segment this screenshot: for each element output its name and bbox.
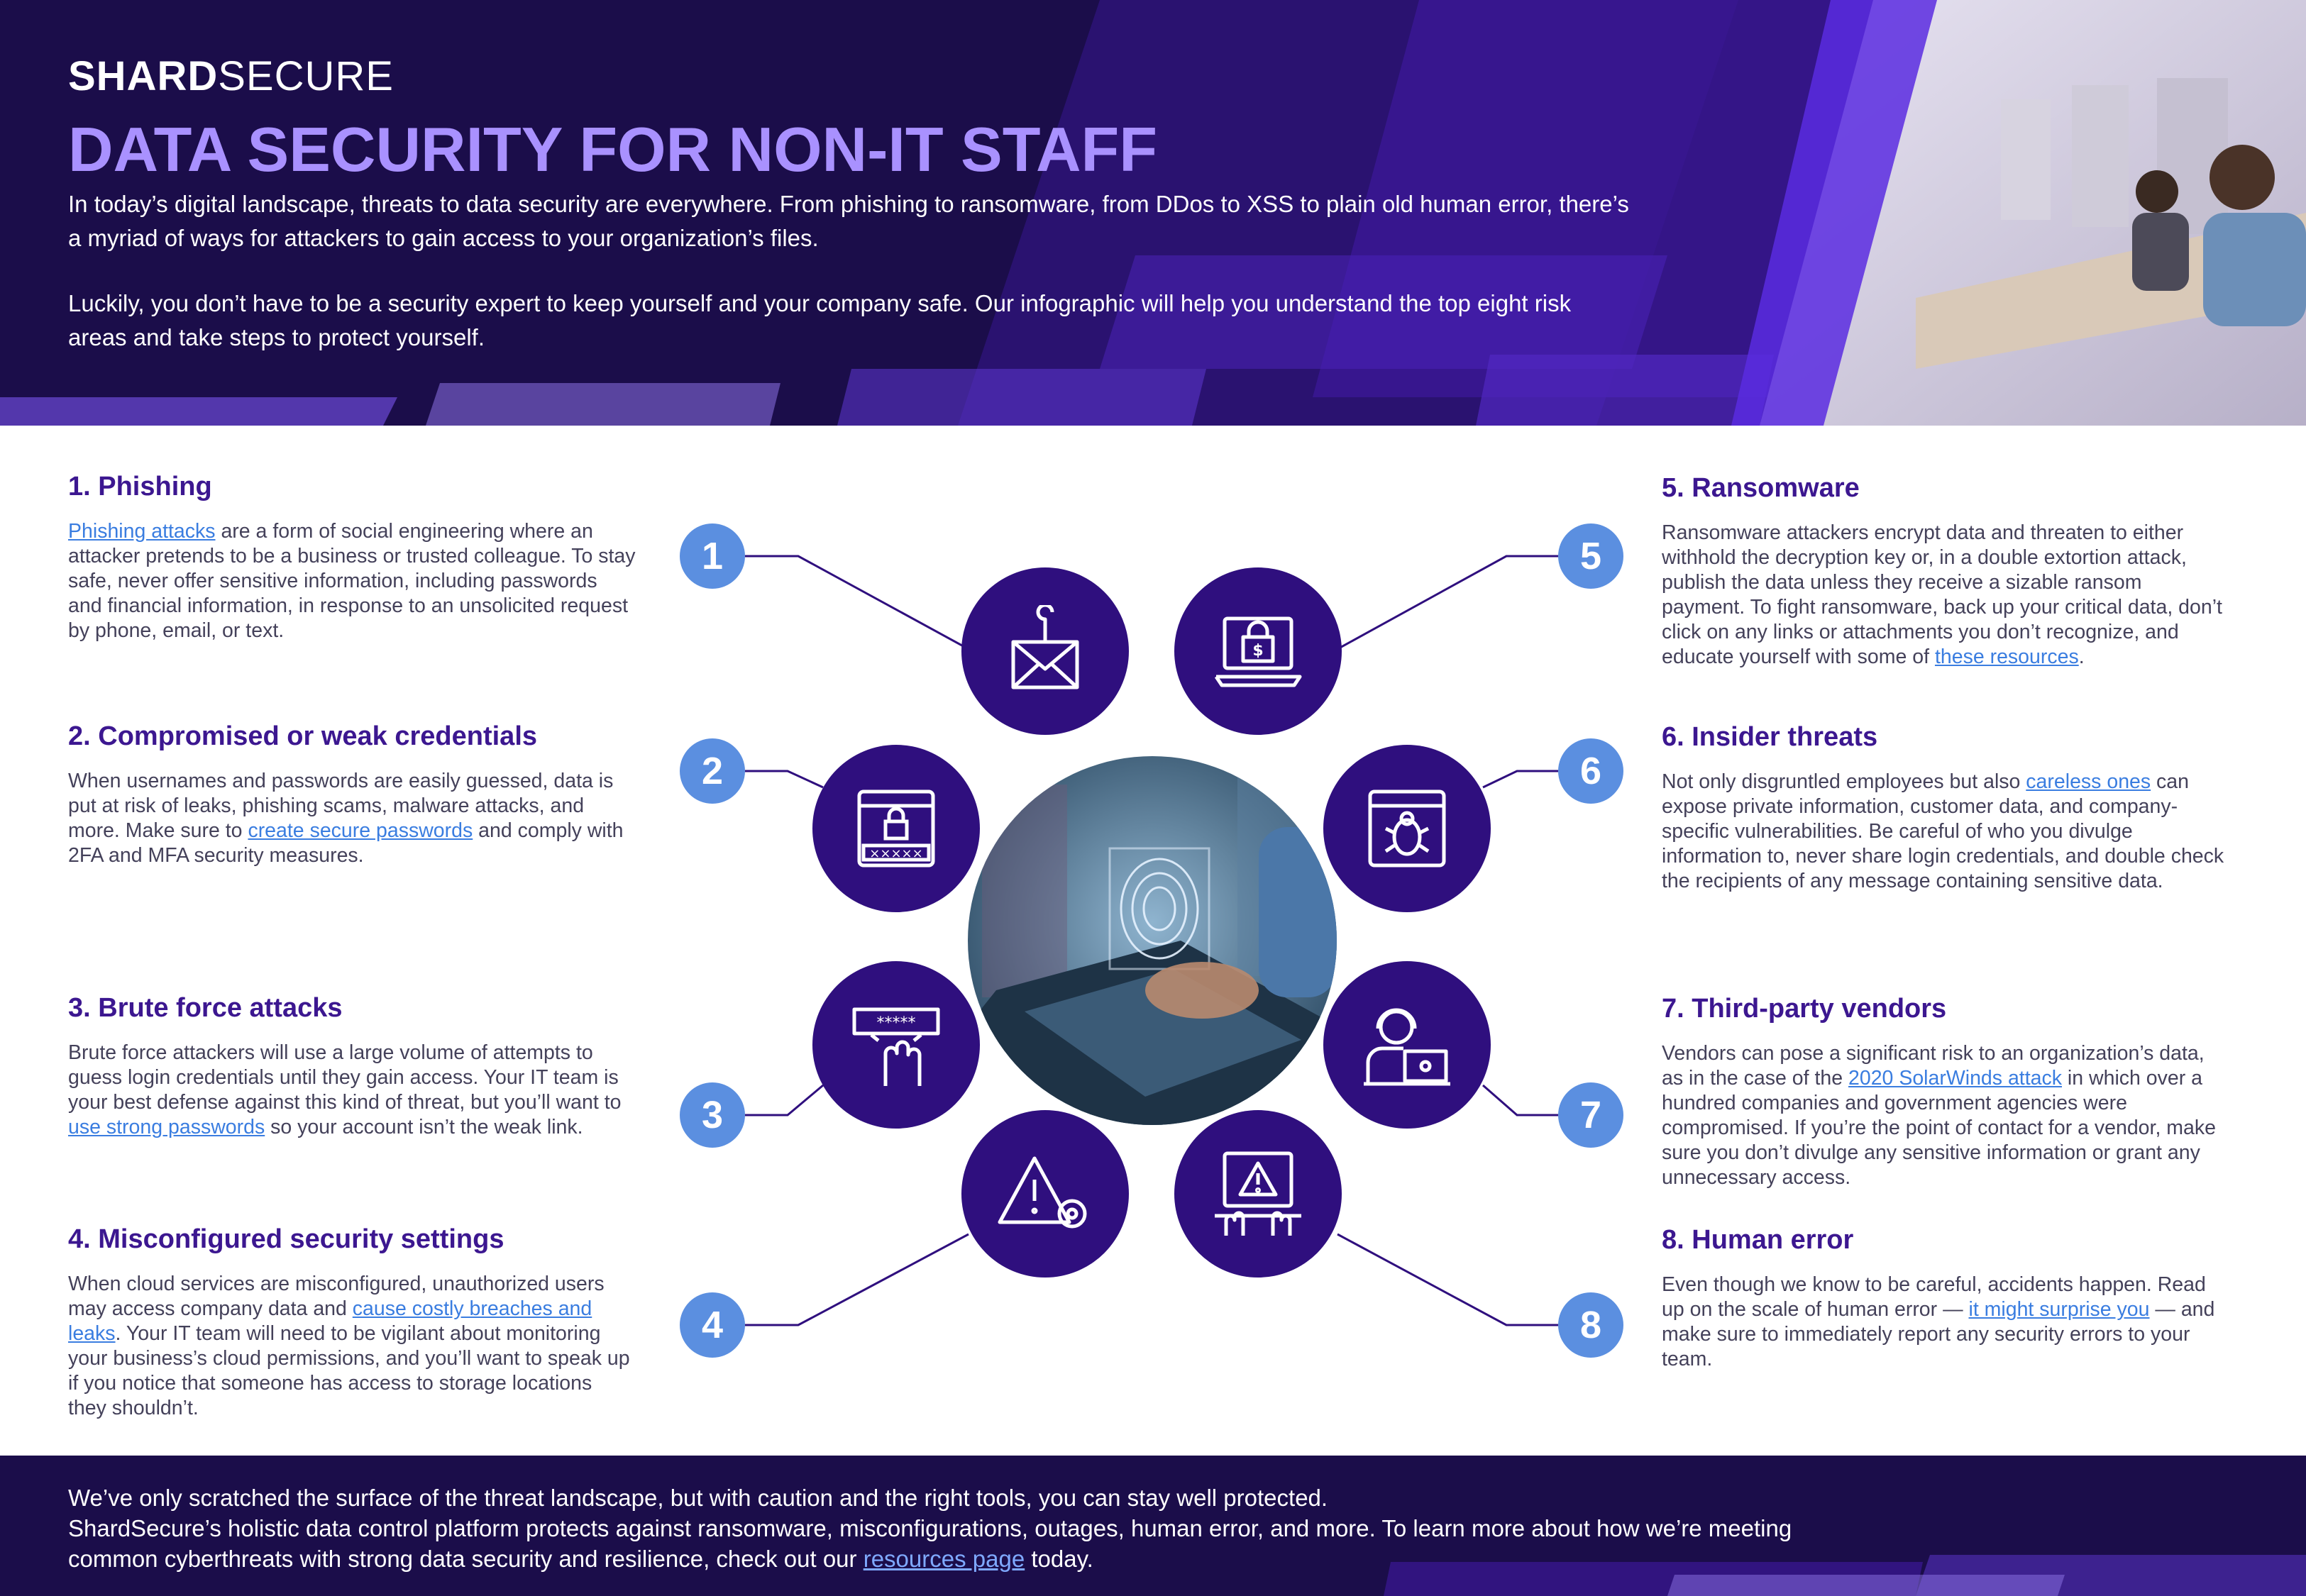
risk-description: Not only disgruntled employees but also careless ones can expose private information, customer data, and company-specific vulnerabilities. Be careful of who you divulge information to, never share login credentials, and double check the recipients of any message containing sensitive data. — [1662, 770, 2224, 892]
risk-description: Even though we know to be careful, accidents happen. Read up on the scale of human error — it might surprise you — and make sure to immediately report any security errors to your team. — [1662, 1273, 2215, 1370]
risk-heading: 7. Third-party vendors — [1662, 994, 1947, 1024]
create-secure-passwords-link[interactable]: create secure passwords — [248, 819, 473, 842]
ransomware-circle — [1174, 567, 1342, 735]
office-workers-photo — [1703, 0, 2306, 426]
svg-text:*****: ***** — [876, 1014, 916, 1032]
risk-description: When cloud services are misconfigured, unauthorized users may access company data and cause costly breaches and leaks. Your IT team will need to be vigilant about monitoring your business’s cloud permissions, and you’ll want to speak up if you notice that someone has access to storage locations they shouldn’t. — [68, 1273, 630, 1419]
risk-heading: 8. Human error — [1662, 1225, 1854, 1255]
risk-description: Brute force attackers will use a large volume of attempts to guess login credentials until they gain access. Your IT team is your best defense against this kind of threat, but you’ll want to use strong passwords so your account isn’t the weak link. — [68, 1041, 622, 1138]
intro-paragraph-1: In today’s digital landscape, threats to data security are everywhere. From phishing to ransomware, from DDos to XSS to plain old human error, there’s a myriad of ways for attackers to gain access to your organization’s files. — [68, 191, 1629, 251]
step-number-3: 3 — [680, 1082, 745, 1148]
risk-item-phishing — [68, 472, 636, 643]
step-number-2: 2 — [680, 738, 745, 804]
step-number-7: 7 — [1558, 1082, 1623, 1148]
resources-page-link[interactable]: resources page — [863, 1546, 1025, 1572]
page-title: DATA SECURITY FOR NON-IT STAFF — [68, 114, 1158, 184]
risk-heading: 1. Phishing — [68, 472, 212, 501]
ransomware-laptop-lock-icon — [1212, 609, 1304, 694]
brute-force-password-hand-icon — [850, 1002, 942, 1087]
might-surprise-you-link[interactable]: it might surprise you — [1968, 1298, 2150, 1321]
risk-item-human-error — [1662, 1225, 2229, 1372]
risk-heading: 3. Brute force attacks — [68, 993, 343, 1023]
phishing-attacks-link[interactable]: Phishing attacks — [68, 520, 216, 543]
footer-banner — [0, 1456, 2306, 1596]
svg-text:×××××: ××××× — [869, 846, 923, 861]
risk-item-vendors — [1662, 994, 2229, 1190]
risk-description: Ransomware attackers encrypt data and threaten to either withhold the decryption key or, in a double extortion attack, publish the data unless they receive a sizable ransom payment. To fight ransomware, back up your critical data, don’t click on any links or attachments you don’t recognize, and educate yourself with some of these resources. — [1662, 521, 2222, 668]
intro-paragraph-2: Luckily, you don’t have to be a security expert to keep yourself and your company safe. Our infographic will help you understand the top eight risk areas and take steps to protect yourself. — [68, 290, 1572, 350]
risk-description: Phishing attacks are a form of social engineering where an attacker pretends to be a business or trusted colleague. To stay safe, never offer sensitive information, including passwords and financial information, in response to an unsolicited request by phone, email, or text. — [68, 520, 636, 642]
risk-heading: 6. Insider threats — [1662, 722, 1878, 752]
step-number-5: 5 — [1558, 523, 1623, 589]
risk-heading: 5. Ransomware — [1662, 473, 1860, 503]
risk-item-credentials — [68, 721, 636, 868]
step-number-1: 1 — [680, 523, 745, 589]
step-number-8: 8 — [1558, 1292, 1623, 1358]
risk-item-brute-force — [68, 993, 636, 1140]
credentials-circle — [812, 745, 980, 912]
footer-line-1: We’ve only scratched the surface of the threat landscape, but with caution and the right tools, you can stay well protected. — [68, 1485, 1328, 1511]
misconfigured-circle — [961, 1110, 1129, 1278]
risk-item-misconfigured — [68, 1224, 636, 1421]
insider-circle — [1323, 745, 1491, 912]
careless-ones-link[interactable]: careless ones — [2026, 770, 2151, 793]
these-resources-link[interactable]: these resources — [1934, 645, 2079, 668]
costly-breaches-link[interactable]: cause costly breaches and leaks — [68, 1297, 592, 1345]
risk-heading: 4. Misconfigured security settings — [68, 1224, 504, 1254]
human-error-circle — [1174, 1110, 1342, 1278]
fingerprint-laptop-photo — [968, 756, 1337, 1125]
step-number-4: 4 — [680, 1292, 745, 1358]
headset-user-laptop-icon — [1361, 999, 1453, 1091]
svg-text:$: $ — [1252, 642, 1264, 660]
brute-force-circle — [812, 961, 980, 1129]
phishing-circle — [961, 567, 1129, 735]
warning-monitor-hands-icon — [1212, 1148, 1304, 1240]
locked-password-window-icon — [854, 786, 939, 871]
step-number-6: 6 — [1558, 738, 1623, 804]
risk-description: Vendors can pose a significant risk to an organization’s data, as in the case of the 2020 SolarWinds attack in which over a hundred companies and government agencies were compromised. If you’re the point of contact for a vendor, make sure you don’t divulge any sensitive information or grant any unnecessary access. — [1662, 1042, 2216, 1189]
risk-item-ransomware — [1662, 473, 2229, 670]
risk-item-insider — [1662, 722, 2229, 894]
risk-heading: 2. Compromised or weak credentials — [68, 721, 538, 751]
header-banner — [0, 0, 2306, 426]
phishing-envelope-hook-icon — [1006, 605, 1084, 697]
footer-line-2: ShardSecure’s holistic data control platform protects against ransomware, misconfigurations, outages, human error, and more. To learn more about how we’re meeting common cyberthreats with strong data security and resilience, check out our resources page today. — [68, 1515, 1792, 1572]
shardsecure-logo: SHARDSECURE — [68, 53, 394, 99]
risk-description: When usernames and passwords are easily guessed, data is put at risk of leaks, phishing scams, malware attacks, and more. Make sure to create secure passwords and comply with 2FA and MFA security measures. — [68, 770, 624, 867]
solarwinds-attack-link[interactable]: 2020 SolarWinds attack — [1848, 1067, 2062, 1090]
vendors-circle — [1323, 961, 1491, 1129]
bug-window-icon — [1364, 786, 1450, 871]
use-strong-passwords-link[interactable]: use strong passwords — [68, 1116, 265, 1138]
warning-gear-icon — [995, 1151, 1095, 1236]
